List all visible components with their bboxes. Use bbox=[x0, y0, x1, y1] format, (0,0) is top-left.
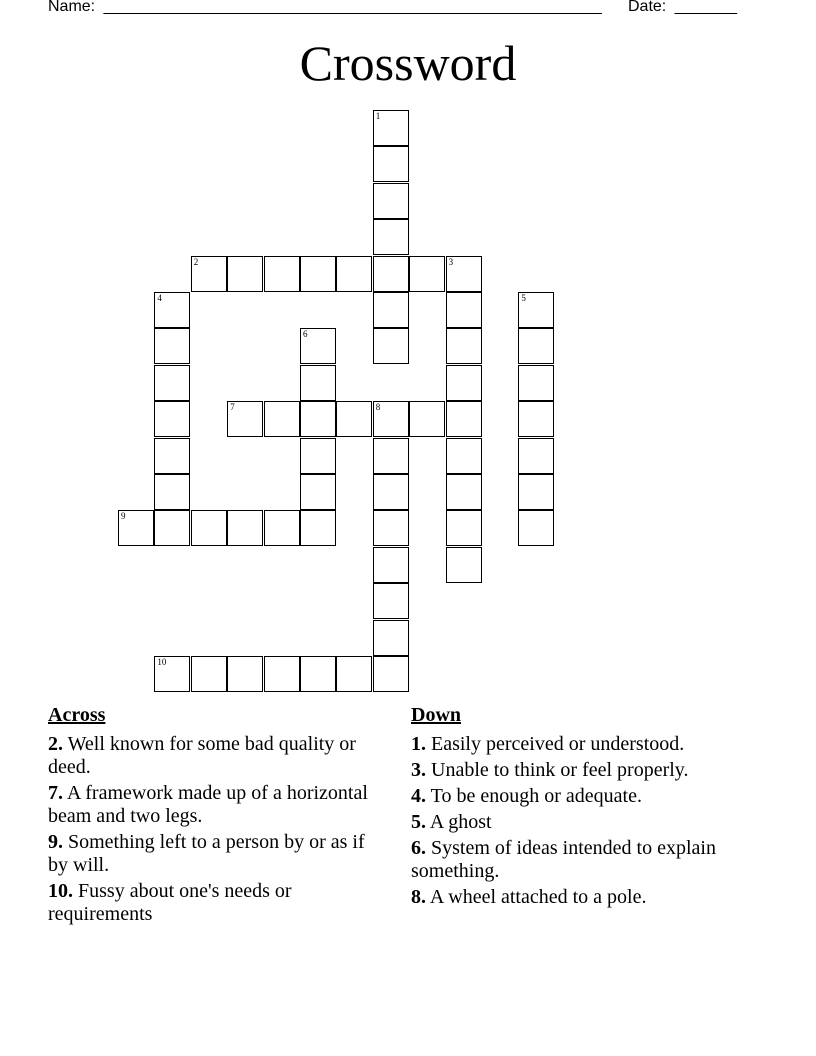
name-label: Name: bbox=[48, 0, 96, 15]
page-title: Crossword bbox=[299, 35, 517, 91]
grid-cell[interactable] bbox=[336, 401, 372, 437]
clue-text: A framework made up of a horizontal beam and two legs. bbox=[48, 782, 368, 827]
clue-text: Well known for some bad quality or deed. bbox=[48, 733, 356, 778]
grid-cell[interactable] bbox=[373, 256, 409, 292]
clue-number-label: 6 bbox=[303, 329, 308, 340]
grid-cell[interactable] bbox=[300, 438, 336, 474]
down-clue bbox=[411, 785, 771, 808]
grid-cell[interactable] bbox=[227, 401, 263, 437]
down-clue bbox=[411, 759, 771, 782]
grid-cell[interactable] bbox=[227, 510, 263, 546]
across-clue bbox=[48, 733, 378, 779]
down-heading: Down bbox=[411, 704, 462, 726]
grid-cell[interactable] bbox=[446, 547, 482, 583]
grid-cell[interactable] bbox=[518, 401, 554, 437]
grid-cell[interactable] bbox=[518, 292, 554, 328]
grid-cell[interactable] bbox=[446, 292, 482, 328]
grid-cell[interactable] bbox=[373, 656, 409, 692]
grid-cell[interactable] bbox=[373, 328, 409, 364]
grid-cell[interactable] bbox=[446, 510, 482, 546]
down-clue bbox=[411, 733, 771, 756]
grid-cell[interactable] bbox=[154, 401, 190, 437]
grid-cell[interactable] bbox=[191, 656, 227, 692]
date-label: Date: bbox=[628, 0, 667, 15]
clue-number: 2. bbox=[48, 733, 63, 755]
grid-cell[interactable] bbox=[518, 474, 554, 510]
header bbox=[48, 0, 748, 16]
down-clue bbox=[411, 811, 771, 834]
clue-text: A ghost bbox=[429, 811, 492, 833]
down-clue bbox=[411, 837, 771, 883]
grid-cell[interactable] bbox=[373, 474, 409, 510]
grid-cell[interactable] bbox=[373, 146, 409, 182]
down-clues bbox=[411, 704, 771, 912]
grid-cell[interactable] bbox=[264, 656, 300, 692]
grid-cell[interactable] bbox=[300, 365, 336, 401]
clue-number: 10. bbox=[48, 880, 73, 902]
clue-number-label: 8 bbox=[375, 402, 381, 413]
clue-text: Something left to a person by or as if by will. bbox=[48, 831, 365, 876]
grid-cell[interactable] bbox=[300, 256, 336, 292]
clue-number-label: 2 bbox=[193, 256, 199, 267]
grid-cell[interactable] bbox=[154, 474, 190, 510]
grid-cell[interactable] bbox=[446, 256, 482, 292]
grid-cell[interactable] bbox=[154, 438, 190, 474]
grid-cell[interactable] bbox=[154, 365, 190, 401]
grid-cell[interactable] bbox=[264, 510, 300, 546]
grid-cell[interactable] bbox=[154, 510, 190, 546]
grid-cell[interactable] bbox=[446, 474, 482, 510]
clue-number: 6. bbox=[411, 837, 426, 859]
grid-cell[interactable] bbox=[191, 256, 227, 292]
name-field[interactable]: ________________________________________________________ bbox=[103, 0, 602, 15]
clue-number-label: 5 bbox=[521, 293, 526, 303]
grid-cell[interactable] bbox=[373, 620, 409, 656]
grid-cell[interactable] bbox=[154, 656, 190, 692]
clue-number: 1. bbox=[411, 733, 426, 755]
grid-cell[interactable] bbox=[373, 583, 409, 619]
grid-cell[interactable] bbox=[446, 328, 482, 364]
grid-cell[interactable] bbox=[154, 328, 190, 364]
date-field[interactable]: _______ bbox=[674, 0, 737, 15]
grid-cell[interactable] bbox=[300, 656, 336, 692]
grid-cell[interactable] bbox=[446, 438, 482, 474]
across-clues bbox=[48, 704, 378, 929]
clue-number-label: 10 bbox=[157, 657, 167, 667]
across-clue bbox=[48, 782, 378, 828]
clue-number-label: 4 bbox=[157, 293, 162, 303]
clue-number: 4. bbox=[411, 785, 426, 807]
grid-cell[interactable] bbox=[336, 256, 372, 292]
grid-cell[interactable] bbox=[518, 510, 554, 546]
grid-cell[interactable] bbox=[373, 547, 409, 583]
grid-cell[interactable] bbox=[373, 219, 409, 255]
grid-cell[interactable] bbox=[300, 328, 336, 364]
clue-number-label: 7 bbox=[230, 402, 235, 413]
grid-cell[interactable] bbox=[373, 401, 409, 437]
grid-cell[interactable] bbox=[227, 656, 263, 692]
grid-cell[interactable] bbox=[264, 401, 300, 437]
clue-number: 9. bbox=[48, 831, 63, 853]
clue-text: System of ideas intended to explain something. bbox=[411, 837, 716, 882]
grid-cell[interactable] bbox=[227, 256, 263, 292]
clue-number: 3. bbox=[411, 759, 426, 781]
clue-text: A wheel attached to a pole. bbox=[429, 886, 647, 908]
grid-cell[interactable] bbox=[409, 401, 445, 437]
grid-cell[interactable] bbox=[336, 656, 372, 692]
across-heading: Across bbox=[48, 704, 106, 726]
grid-cell[interactable] bbox=[373, 183, 409, 219]
across-clue bbox=[48, 831, 378, 877]
grid-cell[interactable] bbox=[518, 438, 554, 474]
grid-cell[interactable] bbox=[154, 292, 190, 328]
grid-cell[interactable] bbox=[373, 438, 409, 474]
clue-number-label: 3 bbox=[448, 256, 454, 267]
grid-cell[interactable] bbox=[264, 256, 300, 292]
grid-cell[interactable] bbox=[300, 401, 336, 437]
clue-text: Unable to think or feel properly. bbox=[431, 759, 689, 781]
down-clue bbox=[411, 886, 771, 909]
grid-cell[interactable] bbox=[373, 292, 409, 328]
grid-cell[interactable] bbox=[446, 365, 482, 401]
across-clue bbox=[48, 880, 378, 926]
grid-cell[interactable] bbox=[446, 401, 482, 437]
date-group bbox=[628, 0, 737, 16]
clue-text: To be enough or adequate. bbox=[430, 785, 642, 807]
grid-cell[interactable] bbox=[518, 365, 554, 401]
grid-cell[interactable] bbox=[518, 328, 554, 364]
clue-number: 5. bbox=[411, 811, 426, 833]
clue-number-label: 9 bbox=[121, 511, 126, 522]
grid-cell[interactable] bbox=[373, 110, 409, 146]
clue-number: 7. bbox=[48, 782, 63, 804]
clue-number: 8. bbox=[411, 886, 426, 908]
grid-cell[interactable] bbox=[300, 474, 336, 510]
grid-cell[interactable] bbox=[300, 510, 336, 546]
grid-cell[interactable] bbox=[409, 256, 445, 292]
clue-text: Fussy about one's needs or requirements bbox=[48, 880, 292, 925]
grid-cell[interactable] bbox=[191, 510, 227, 546]
clue-number-label: 1 bbox=[375, 111, 381, 121]
grid-cell[interactable] bbox=[118, 510, 154, 546]
clue-text: Easily perceived or understood. bbox=[431, 733, 685, 755]
grid-cell[interactable] bbox=[373, 510, 409, 546]
